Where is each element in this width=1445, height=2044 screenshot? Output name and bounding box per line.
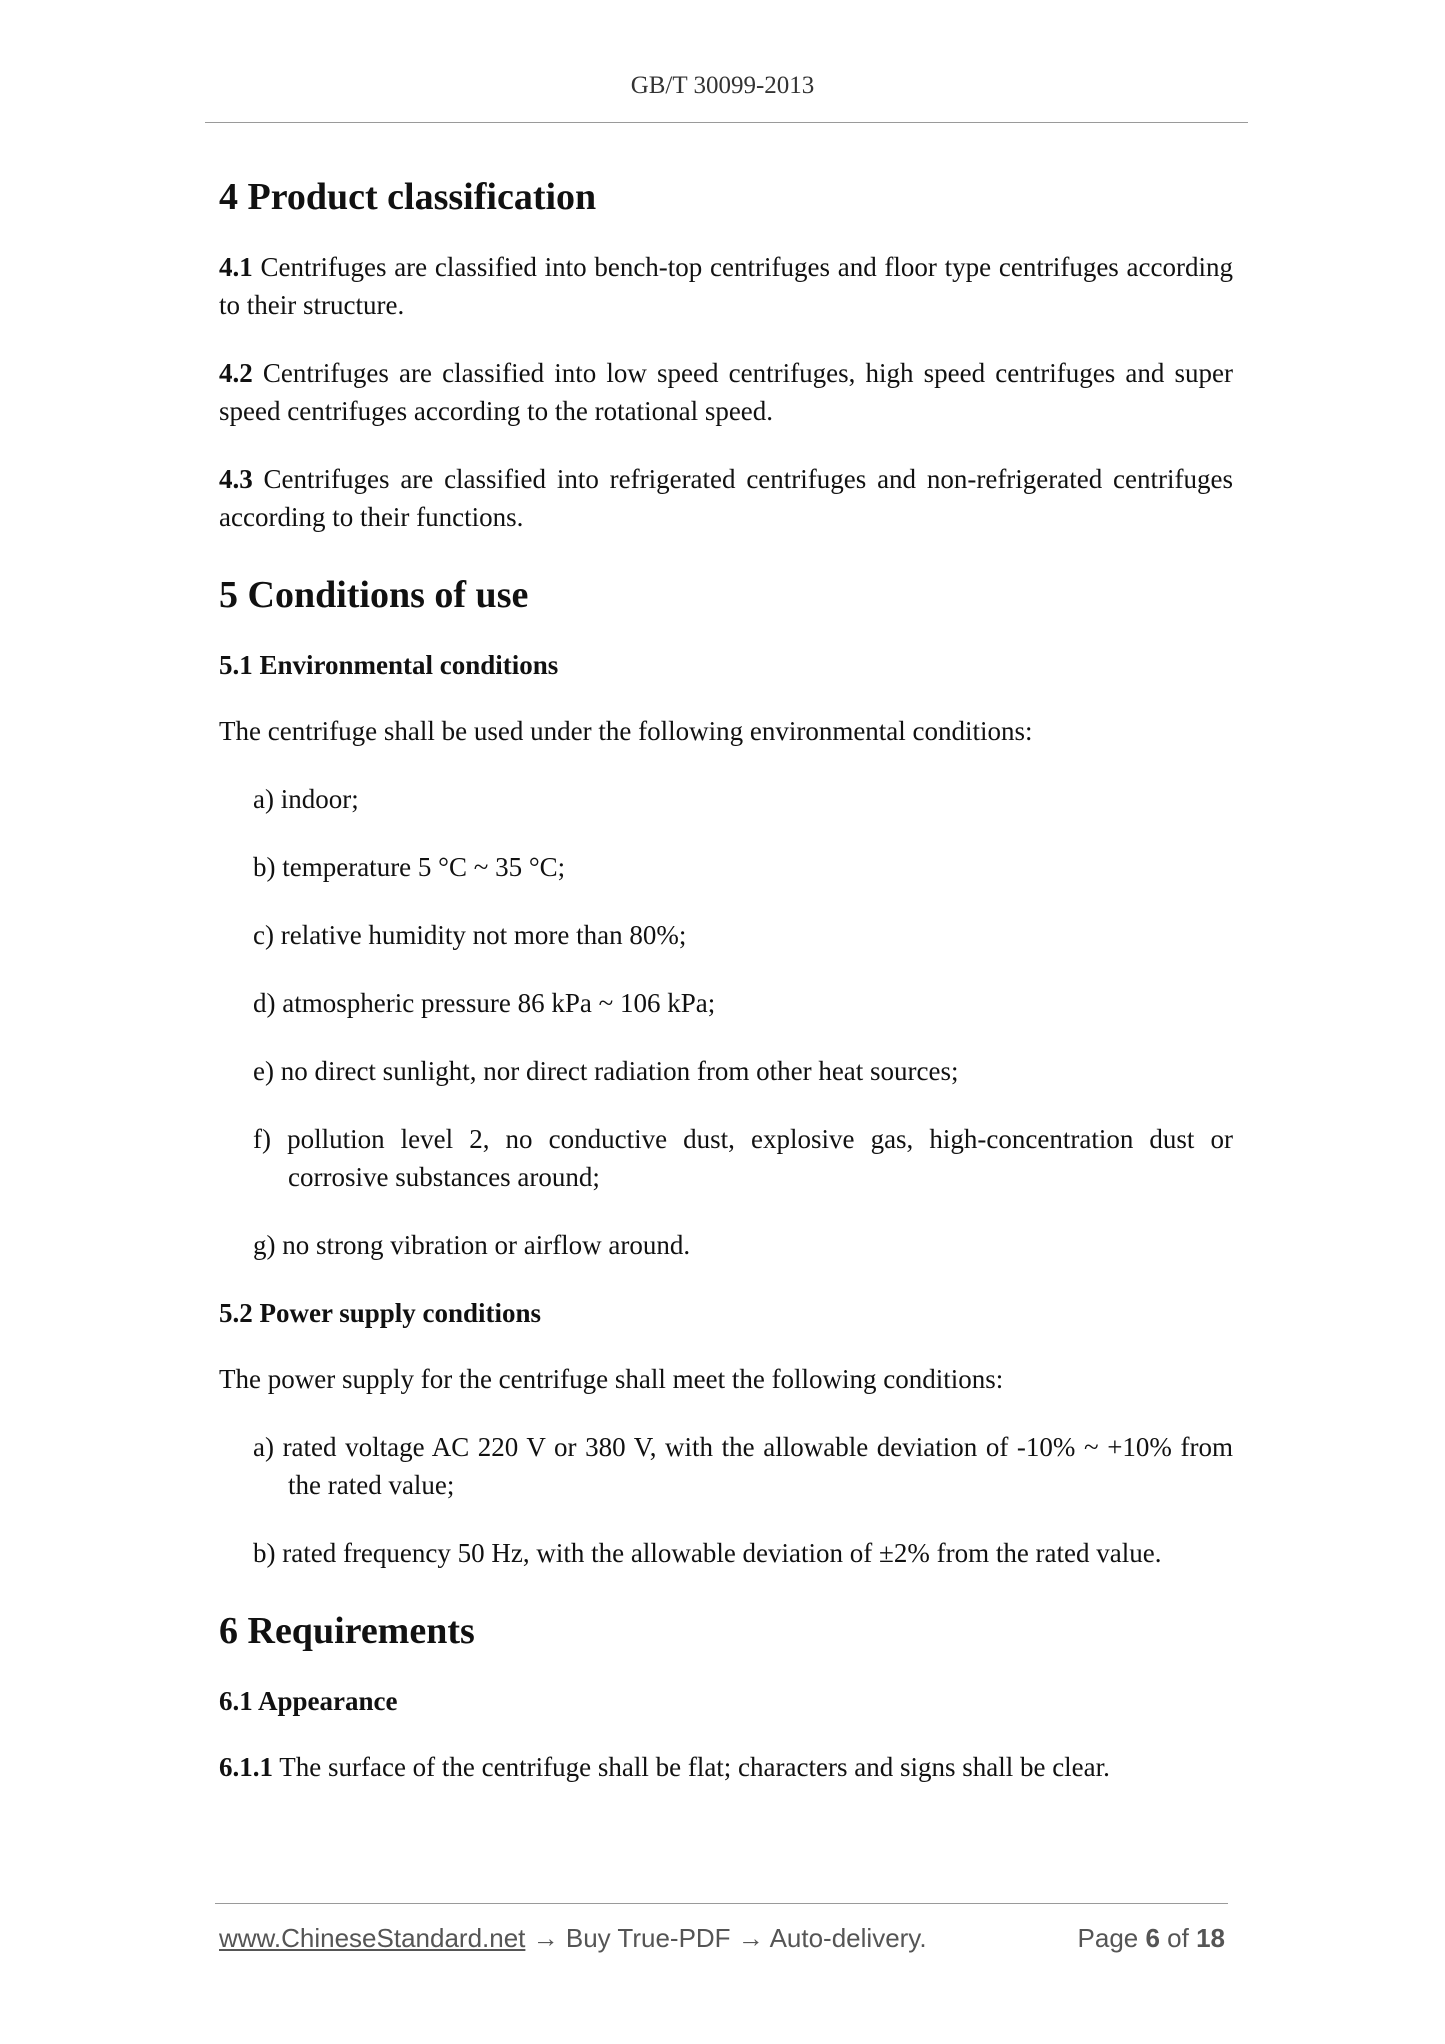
website-link[interactable]: www.ChineseStandard.net (219, 1923, 526, 1953)
section-4-heading: 4 Product classification (219, 176, 597, 218)
section-6-heading: 6 Requirements (219, 1610, 475, 1652)
of-label: of (1159, 1923, 1197, 1953)
page-number: 6 (1145, 1923, 1160, 1953)
document-body (219, 160, 1233, 1816)
clause-text: Centrifuges are classified into refrigerated centrifuges and non-refrigerated centrifuges according to their functions. (219, 464, 1233, 532)
list-item: b) rated frequency 50 Hz, with the allowable deviation of ±2% from the rated value. (253, 1538, 1162, 1568)
clause-4-1 (219, 248, 1233, 324)
section-5-heading: 5 Conditions of use (219, 574, 529, 616)
header-divider (205, 122, 1248, 123)
footer-tagline: → Buy True-PDF → Auto-delivery. (525, 1923, 927, 1953)
page-footer (219, 1921, 1225, 1955)
list-item: b) temperature 5 °C ~ 35 °C; (253, 852, 566, 882)
clause-number: 4.1 (219, 252, 253, 282)
list-item: d) atmospheric pressure 86 kPa ~ 106 kPa; (253, 988, 716, 1018)
clause-number: 6.1.1 (219, 1752, 273, 1782)
list-item: f) pollution level 2, no conductive dust, explosive gas, high-concentration dust or corrosive substances around; (253, 1124, 1233, 1192)
list-item: e) no direct sunlight, nor direct radiation from other heat sources; (253, 1056, 959, 1086)
list-item: a) rated voltage AC 220 V or 380 V, with the allowable deviation of -10% ~ +10% from the rated value; (253, 1432, 1233, 1500)
list-item: g) no strong vibration or airflow around. (253, 1230, 691, 1260)
footer-divider (215, 1903, 1228, 1904)
page-label: Page (1077, 1923, 1146, 1953)
total-pages: 18 (1196, 1923, 1225, 1953)
list-item: a) indoor; (253, 784, 359, 814)
power-supply-conditions-list (219, 1428, 1233, 1572)
page-counter (1078, 1921, 1225, 1955)
clause-number: 4.2 (219, 358, 253, 388)
clause-text: Centrifuges are classified into low speed centrifuges, high speed centrifuges and super speed centrifuges according to the rotational speed. (219, 358, 1233, 426)
clause-6-1-1 (219, 1748, 1233, 1786)
clause-text: The surface of the centrifuge shall be flat; characters and signs shall be clear. (273, 1752, 1110, 1782)
subsection-5-1-heading: 5.1 Environmental conditions (219, 650, 559, 680)
environmental-conditions-list (219, 780, 1233, 1264)
subsection-5-2-intro: The power supply for the centrifuge shall meet the following conditions: (219, 1364, 1004, 1394)
subsection-5-1-intro: The centrifuge shall be used under the following environmental conditions: (219, 716, 1033, 746)
clause-text: Centrifuges are classified into bench-top centrifuges and floor type centrifuges according to their structure. (219, 252, 1233, 320)
running-header: GB/T 30099-2013 (630, 72, 815, 99)
subsection-5-2-heading: 5.2 Power supply conditions (219, 1298, 542, 1328)
list-item: c) relative humidity not more than 80%; (253, 920, 687, 950)
clause-4-2 (219, 354, 1233, 430)
subsection-6-1-heading: 6.1 Appearance (219, 1686, 398, 1716)
clause-4-3 (219, 460, 1233, 536)
clause-number: 4.3 (219, 464, 253, 494)
